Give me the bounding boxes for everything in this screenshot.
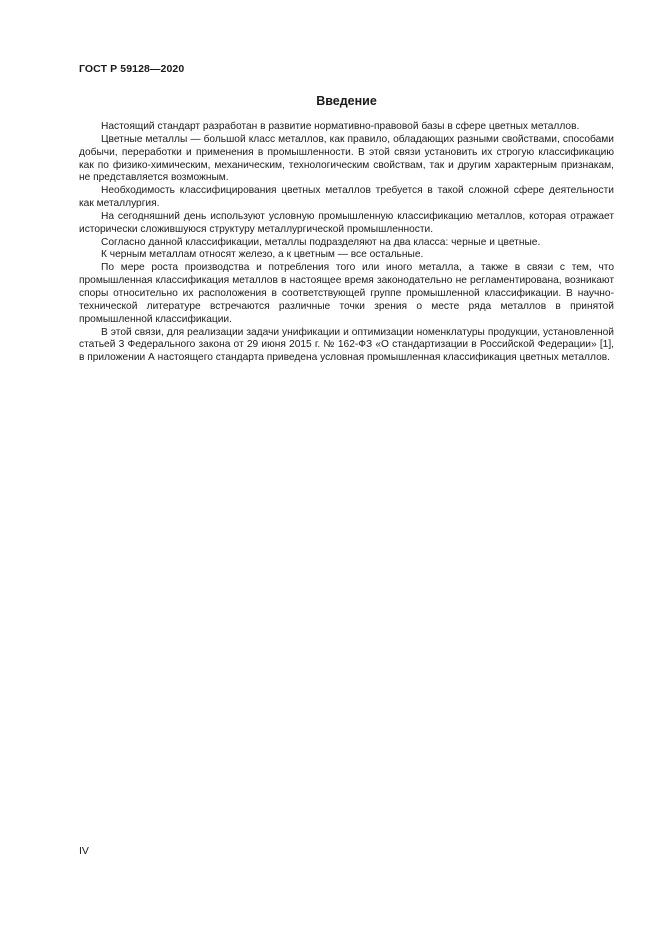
paragraph-4: На сегодняшний день используют условную промышленную классификацию металлов, которая отражает исторически сложившуюся структуру металлургической промышленности. — [79, 210, 614, 235]
paragraph-5: Согласно данной классификации, металлы подразделяют на два класса: черные и цветные. — [101, 236, 541, 248]
paragraph-1: Настоящий стандарт разработан в развитие нормативно-правовой базы в сфере цветных металлов. — [101, 121, 580, 132]
body-text — [79, 121, 614, 365]
paragraph-2: Цветные металлы — большой класс металлов, как правило, обладающих разными свойствами, способами добычи, переработки и применения в промышленности. В этой связи установить их строгую классификацию как по физико-химическим, механическим, технологическим свойствам, так и другим характерным признакам, не представляется возможным. — [79, 133, 614, 184]
paragraph-3: Необходимость классифицирования цветных металлов требуется в такой сложной сфере деятельности как металлургия. — [79, 185, 614, 210]
section-title: Введение — [316, 94, 377, 108]
paragraph-6: К черным металлам относят железо, а к цветным — все остальные. — [101, 249, 424, 261]
page-number: IV — [79, 845, 89, 857]
paragraph-8: В этой связи, для реализации задачи унификации и оптимизации номенклатуры продукции, установленной статьей 3 Федерального закона от 29 июня 2015 г. № 162-ФЗ «О стандартизации в Российской Федерации» [1], в приложении А настоящего стандарта приведена условная промышленная классификация цветных металлов. — [79, 326, 614, 364]
document-header: ГОСТ Р 59128—2020 — [79, 63, 185, 75]
paragraph-7: По мере роста производства и потребления того или иного металла, а также в связи с тем, что промышленная классификация металлов в настоящее время законодательно не регламентирована, возникают споры относительно их расположения в соответствующей группе промышленной классификации. В научно-технической литературе встречаются различные точки зрения о месте ряда металлов в принятой промышленной классификации. — [79, 262, 614, 325]
